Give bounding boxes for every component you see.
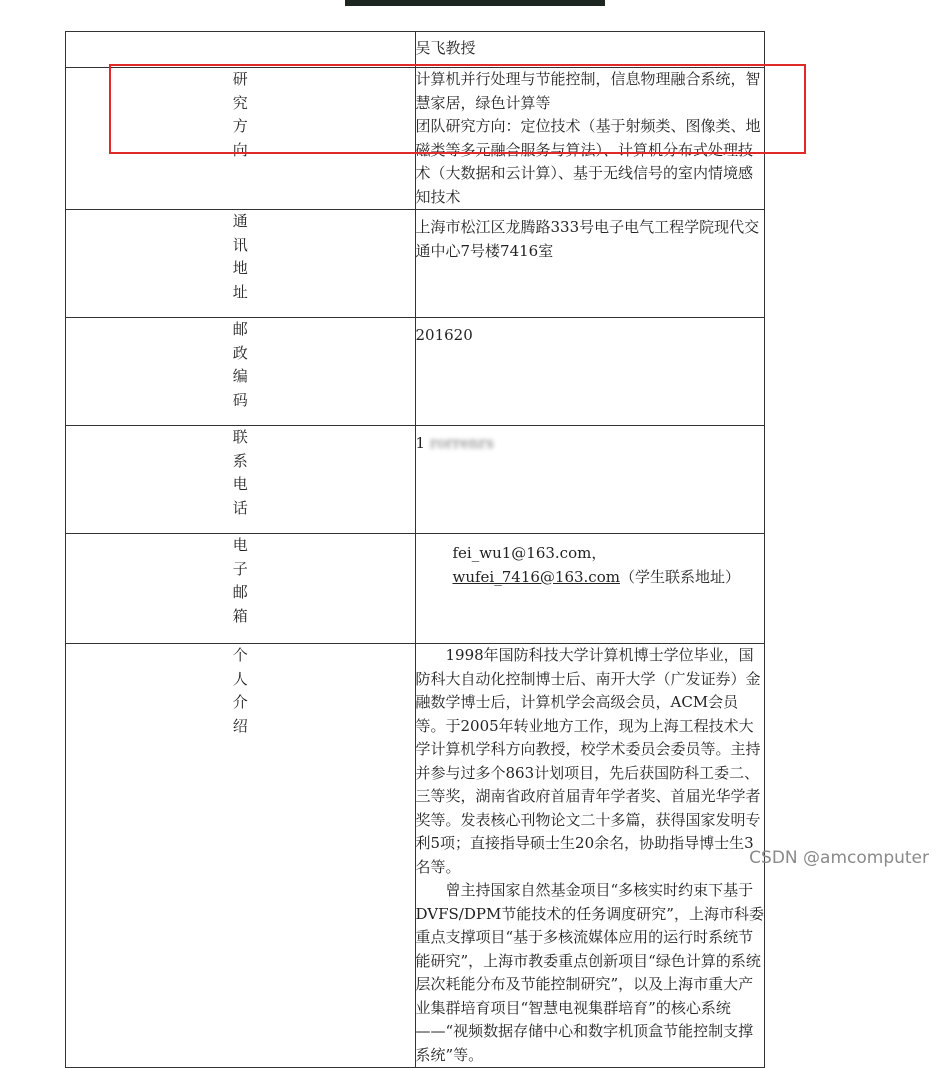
- research-value: [415, 68, 765, 210]
- address-value: 上海市松江区龙腾路333号电子电气工程学院现代交通中心7号楼7416室: [415, 210, 765, 318]
- postcode-row: [66, 318, 765, 426]
- profile-photo-edge: [345, 0, 605, 6]
- email-value: [415, 534, 765, 644]
- research-line-1: 计算机并行处理与节能控制，信息物理融合系统，智慧家居，绿色计算等: [415, 70, 761, 112]
- email-secondary-link[interactable]: wufei_7416@163.com: [452, 567, 620, 586]
- bio-paragraph-2: 曾主持国家自然基金项目“多核实时约束下基于DVFS/DPM节能技术的任务调度研究”，上海市科委重点支撑项目“基于多核流媒体应用的运行时系统节能研究”，上海市教委重点创新项目“绿色计算的系统层次耗能分布及节能控制研究”，以及上海市重大产业集群培育项目“智慧电视集群培育”的核心系统——“视频数据存储中心和数字机顶盒节能控制支撑系统”等。: [415, 881, 764, 1064]
- postcode-label: 邮 政 编 码: [66, 318, 416, 426]
- profile-table: [65, 31, 765, 1068]
- phone-blurred-digits: rorrenrs: [429, 434, 494, 452]
- research-line-2: 团队研究方向：定位技术（基于射频类、图像类、地磁类等多元融合服务与算法）、计算机分布式处理技术（大数据和云计算）、基于无线信号的室内情境感知技术: [415, 117, 761, 206]
- professor-name: 吴飞教授: [415, 32, 765, 68]
- email-note: （学生联系地址）: [619, 567, 740, 586]
- bio-row: [66, 644, 765, 1068]
- research-row: [66, 68, 765, 210]
- research-label: 研 究 方 向: [66, 68, 416, 210]
- email-label: 电 子 邮 箱: [66, 534, 416, 644]
- address-label: 通 讯 地 址: [66, 210, 416, 318]
- postcode-value: 201620: [415, 318, 765, 426]
- bio-paragraph-1: 1998年国防科技大学计算机博士学位毕业，国防科大自动化控制博士后、南开大学（广发证券）金融数学博士后，计算机学会高级会员，ACM会员等。于2005年转业地方工作，现为上海工程技术大学计算机学科方向教授，校学术委员会委员等。主持并参与过多个863计划项目，先后获国防科工委二、三等奖，湖南省政府首届青年学者奖、首届光华学者奖等。发表核心刊物论文二十多篇，获得国家发明专利5项；直接指导硕士生20余名，协助指导博士生3名等。: [415, 646, 761, 876]
- phone-row: [66, 426, 765, 534]
- name-label-cell: [66, 32, 416, 68]
- phone-label: 联 系 电 话: [66, 426, 416, 534]
- phone-prefix: 1: [415, 434, 426, 452]
- phone-value: [415, 426, 765, 534]
- bio-label: 个 人 介 绍: [66, 644, 416, 1068]
- name-row: [66, 32, 765, 68]
- email-row: [66, 534, 765, 644]
- email-separator: ，: [591, 544, 607, 562]
- bio-value: [415, 644, 765, 1068]
- csdn-watermark: CSDN @amcomputer: [749, 848, 929, 868]
- address-row: [66, 210, 765, 318]
- email-primary: fei_wu1@163.com: [452, 544, 592, 562]
